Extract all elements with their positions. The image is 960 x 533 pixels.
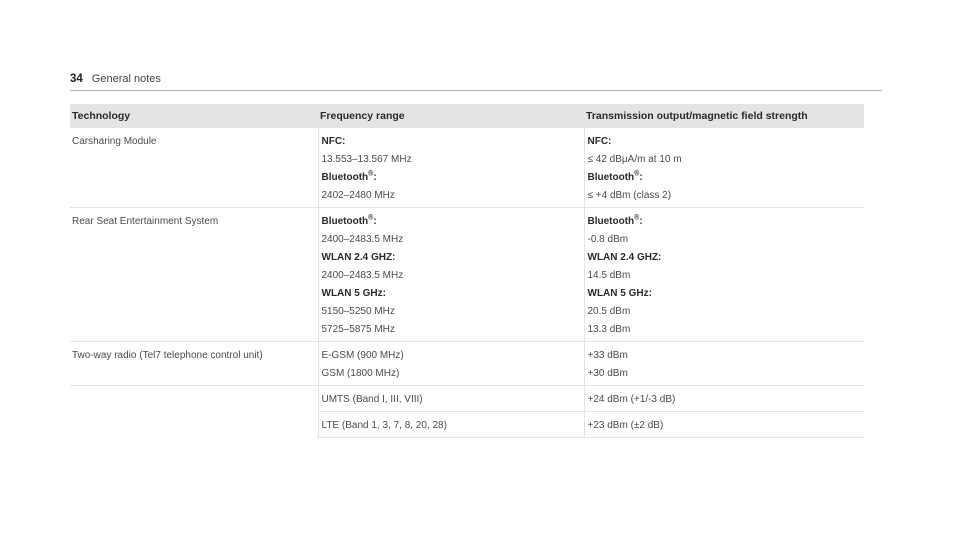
page-number: 34 (70, 73, 83, 85)
frequency-value: 2402–2480 MHz (321, 190, 395, 201)
output-value: -0.8 dBm (587, 234, 629, 245)
frequency-value: GSM (1800 MHz) (321, 368, 400, 379)
cell-frequency-range (318, 128, 584, 208)
technology-label-text: Bluetooth (321, 172, 369, 183)
specification-table (70, 104, 864, 438)
table-body (70, 128, 864, 438)
technology-label (322, 135, 582, 148)
cell-transmission-output (584, 342, 864, 386)
output-value: 14.5 dBm (587, 270, 631, 281)
cell-technology (70, 412, 318, 438)
registered-mark: ® (368, 170, 374, 178)
cell-frequency-range (318, 386, 584, 412)
technology-label-text: Bluetooth (321, 216, 369, 227)
cell-frequency-range (318, 412, 584, 438)
technology-label-text: WLAN 5 GHz: (321, 288, 386, 299)
table-header (70, 104, 864, 128)
cell-frequency-range (318, 342, 584, 386)
table-row (70, 386, 864, 412)
frequency-value: 13.553–13.567 MHz (321, 154, 412, 165)
output-value: +23 dBm (±2 dB) (587, 420, 664, 431)
technology-label (588, 215, 863, 228)
technology-label (588, 171, 863, 184)
technology-label (322, 251, 582, 264)
section-title: General notes (91, 73, 161, 85)
cell-technology (70, 386, 318, 412)
cell-transmission-output (584, 386, 864, 412)
output-value: ≤ +4 dBm (class 2) (587, 190, 672, 201)
technology-label (588, 287, 863, 300)
table-header-row (70, 104, 864, 128)
technology-label (322, 215, 582, 228)
technology-label-text: Bluetooth (587, 216, 635, 227)
label-suffix: : (373, 172, 377, 183)
cell-transmission-output (584, 128, 864, 208)
frequency-value: LTE (Band 1, 3, 7, 8, 20, 28) (321, 420, 447, 431)
page-header (70, 73, 882, 91)
cell-transmission-output (584, 208, 864, 342)
frequency-value: E-GSM (900 MHz) (321, 350, 404, 361)
output-value: 20.5 dBm (587, 306, 631, 317)
table-row (70, 208, 864, 342)
frequency-value: 5725–5875 MHz (321, 324, 395, 335)
label-suffix: : (639, 216, 643, 227)
cell-technology: Two-way radio (Tel7 telephone control unit) (70, 342, 318, 386)
cell-frequency-range (318, 208, 584, 342)
table-row (70, 412, 864, 438)
cell-technology: Carsharing Module (70, 128, 318, 208)
output-value: +24 dBm (+1/-3 dB) (587, 394, 676, 405)
output-value: ≤ 42 dBμA/m at 10 m (587, 154, 682, 165)
technology-label-text: WLAN 2.4 GHZ: (587, 252, 662, 263)
technology-label (588, 251, 863, 264)
column-header-transmission-output: Transmission output/magnetic field strength (584, 104, 864, 128)
frequency-value: 5150–5250 MHz (321, 306, 395, 317)
frequency-value: 2400–2483.5 MHz (321, 234, 404, 245)
technology-label-text: WLAN 2.4 GHZ: (321, 252, 396, 263)
label-suffix: : (639, 172, 643, 183)
registered-mark: ® (634, 170, 640, 178)
technology-label (322, 287, 582, 300)
label-suffix: : (373, 216, 377, 227)
frequency-value: UMTS (Band I, III, VIII) (321, 394, 423, 405)
technology-label-text: NFC: (587, 136, 612, 147)
column-header-frequency-range: Frequency range (318, 104, 584, 128)
cell-transmission-output (584, 412, 864, 438)
technology-label (588, 135, 863, 148)
technology-label (322, 171, 582, 184)
output-value: +33 dBm (587, 350, 628, 361)
registered-mark: ® (634, 214, 640, 222)
table-row (70, 128, 864, 208)
cell-technology: Rear Seat Entertainment System (70, 208, 318, 342)
technology-label-text: NFC: (321, 136, 346, 147)
technology-label-text: Bluetooth (587, 172, 635, 183)
output-value: +30 dBm (587, 368, 628, 379)
table-row (70, 342, 864, 386)
output-value: 13.3 dBm (587, 324, 631, 335)
column-header-technology: Technology (70, 104, 318, 128)
technology-label-text: WLAN 5 GHz: (587, 288, 652, 299)
frequency-value: 2400–2483.5 MHz (321, 270, 404, 281)
registered-mark: ® (368, 214, 374, 222)
